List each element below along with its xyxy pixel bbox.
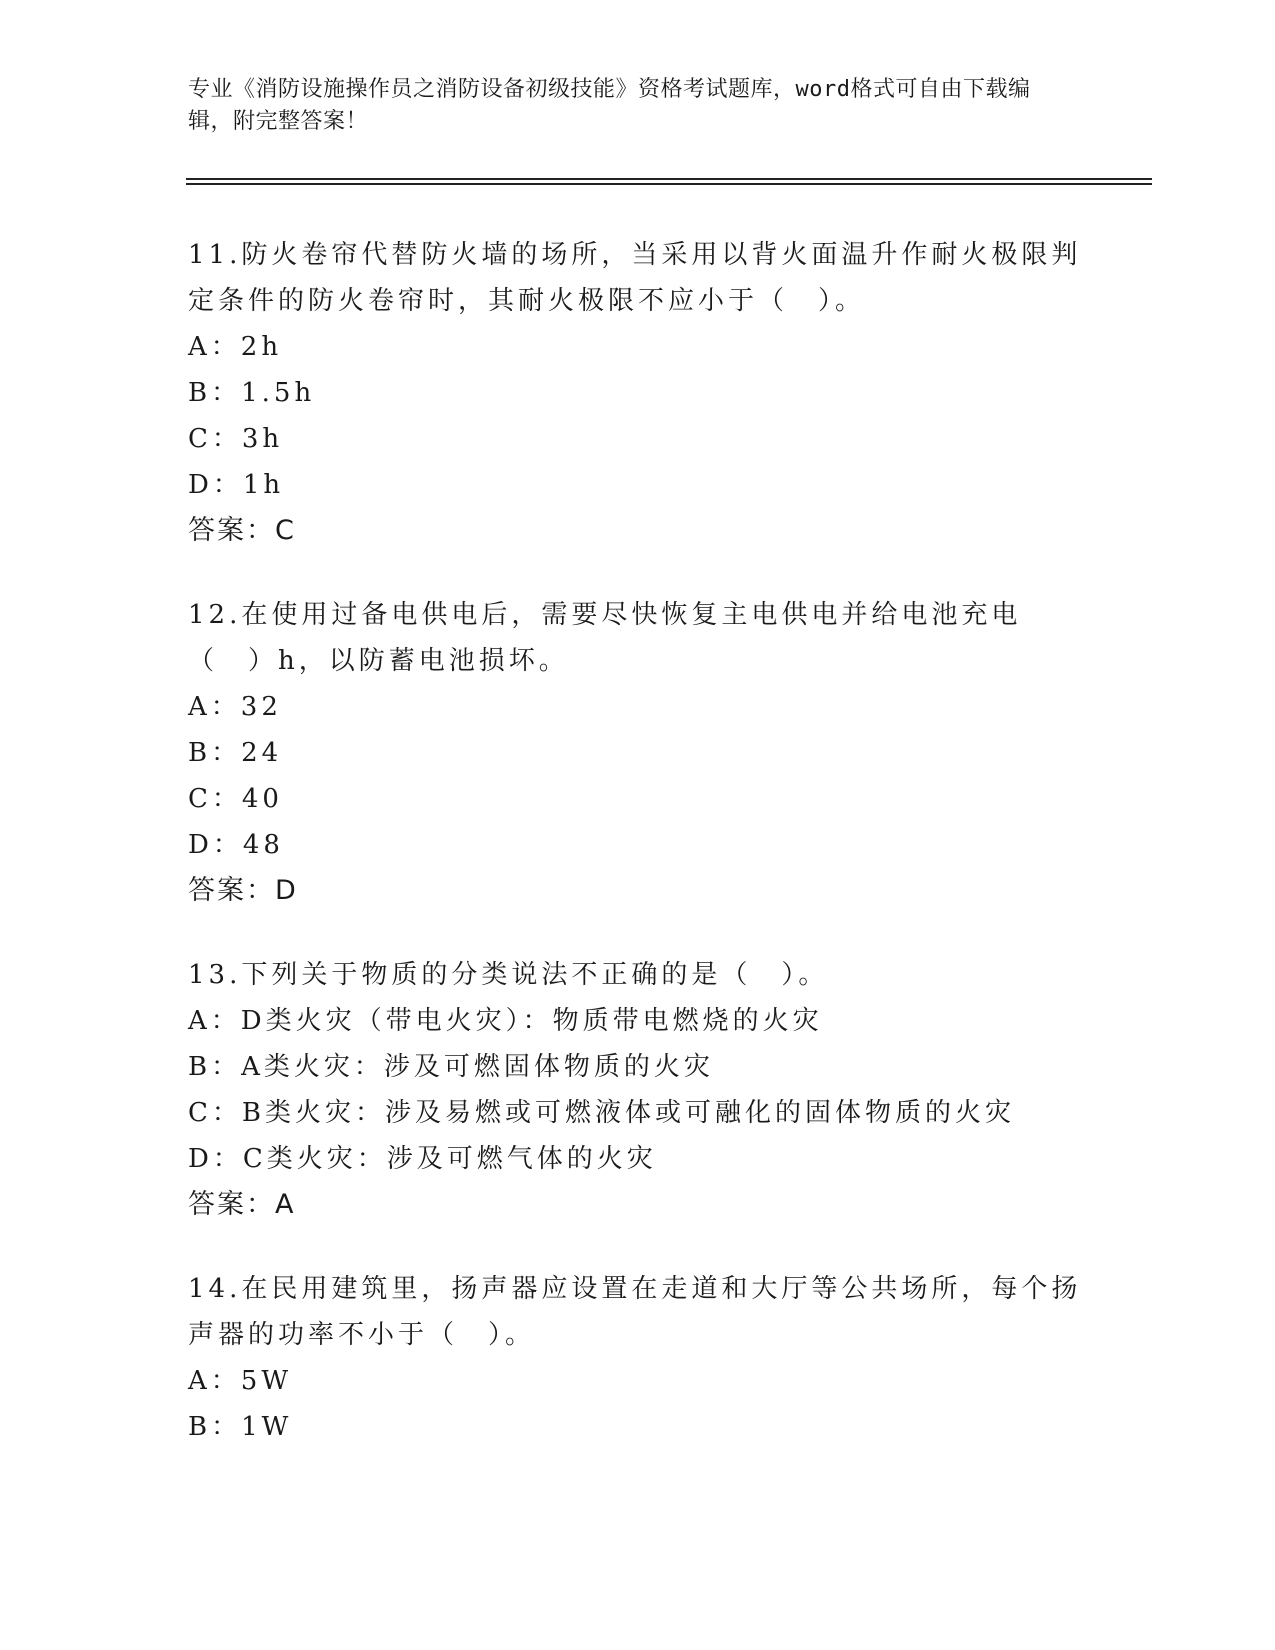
question-13	[188, 952, 1088, 1228]
answer: 答案：D	[188, 875, 298, 906]
option-c: C：40	[188, 784, 283, 814]
option-b: B：1W	[188, 1412, 293, 1442]
option-a: A：D类火灾（带电火灾）：物质带电燃烧的火灾	[188, 1006, 823, 1036]
option-c: C：3h	[188, 424, 284, 454]
option-d: D：1h	[188, 470, 285, 500]
option-b: B：A类火灾：涉及可燃固体物质的火灾	[188, 1052, 714, 1082]
header-divider-top	[186, 178, 1152, 180]
header-divider-bottom	[186, 183, 1152, 185]
option-a: A：5W	[188, 1366, 293, 1396]
question-14	[188, 1266, 1088, 1450]
answer: 答案：C	[188, 515, 296, 546]
question-text: 12.在使用过备电供电后，需要尽快恢复主电供电并给电池充电（ ）h，以防蓄电池损坏。	[188, 600, 1022, 676]
question-text: 14.在民用建筑里，扬声器应设置在走道和大厅等公共场所，每个扬声器的功率不小于（ ）。	[188, 1274, 1082, 1350]
option-d: D：48	[188, 830, 284, 860]
question-text: 11.防火卷帘代替防火墙的场所，当采用以背火面温升作耐火极限判定条件的防火卷帘时，其耐火极限不应小于（ ）。	[188, 240, 1082, 316]
question-text: 13.下列关于物质的分类说法不正确的是（ ）。	[188, 960, 829, 990]
question-11	[188, 232, 1088, 554]
option-a: A：32	[188, 692, 282, 722]
answer: 答案：A	[188, 1189, 296, 1220]
option-a: A：2h	[188, 332, 283, 362]
question-list	[188, 232, 1088, 1488]
option-b: B：24	[188, 738, 283, 768]
option-c: C：B类火灾：涉及易燃或可燃液体或可融化的固体物质的火灾	[188, 1098, 1016, 1128]
document-header: 专业《消防设施操作员之消防设备初级技能》资格考试题库，word格式可自由下载编辑，附完整答案！	[188, 77, 1031, 134]
question-12	[188, 592, 1088, 914]
option-b: B：1.5h	[188, 378, 316, 408]
option-d: D：C类火灾：涉及可燃气体的火灾	[188, 1144, 657, 1174]
